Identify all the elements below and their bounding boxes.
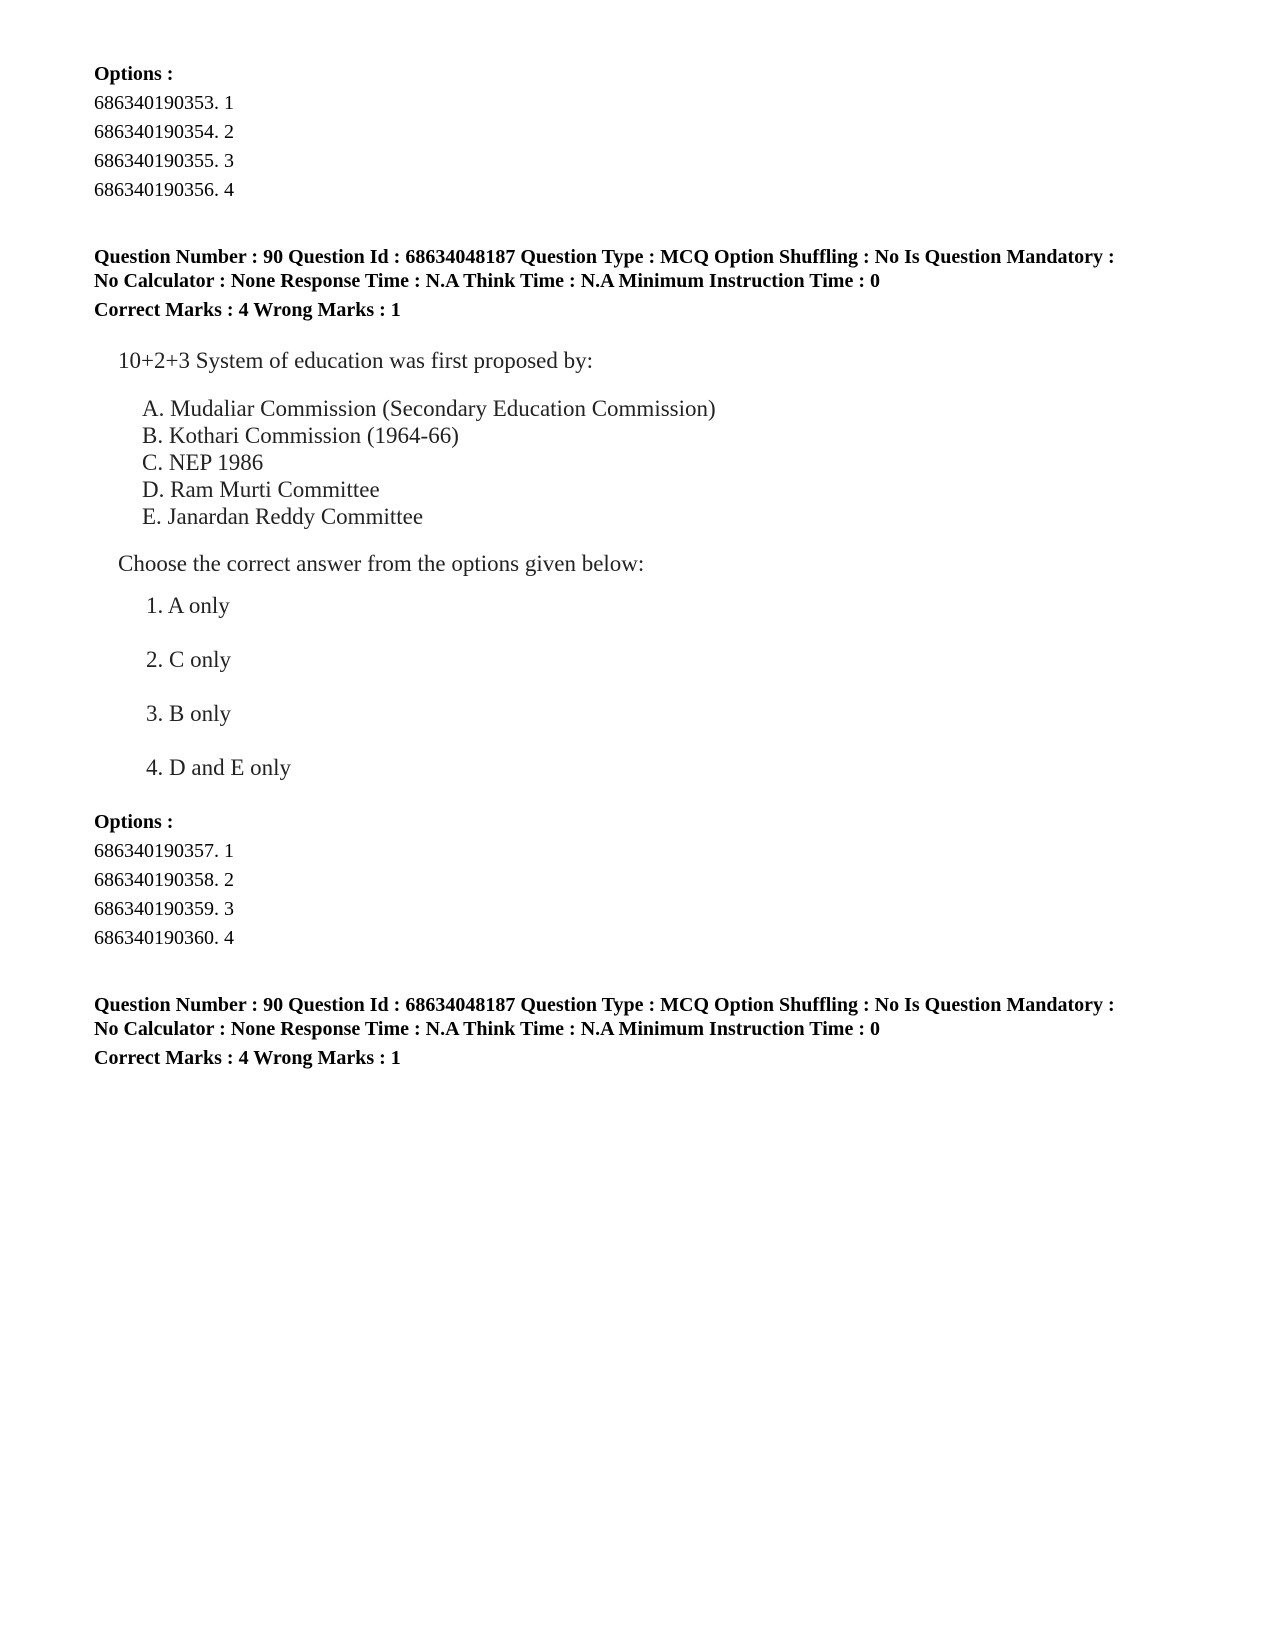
option-item: 686340190358. 2 xyxy=(94,869,234,891)
options-label: Options : xyxy=(94,811,174,833)
answer-item: 1. A only xyxy=(146,593,230,618)
answer-list xyxy=(146,592,1224,782)
option-item: 686340190355. 3 xyxy=(94,150,234,172)
options-block-question-90 xyxy=(94,808,1224,953)
option-item: 686340190359. 3 xyxy=(94,898,234,920)
option-item: 686340190353. 1 xyxy=(94,92,234,114)
answer-item: 3. B only xyxy=(146,701,231,726)
question-content-image xyxy=(118,347,1224,782)
options-block-previous xyxy=(94,60,1224,205)
question-text: 10+2+3 System of education was first proposed by: xyxy=(118,348,594,373)
question-block-90 xyxy=(94,245,1224,953)
answer-item: 2. C only xyxy=(146,647,231,672)
statement-item: D. Ram Murti Committee xyxy=(142,477,380,502)
document-page xyxy=(94,60,1224,1073)
statement-list xyxy=(142,395,1224,530)
answer-item: 4. D and E only xyxy=(146,755,292,780)
statement-item: A. Mudaliar Commission (Secondary Education Commission) xyxy=(142,396,716,421)
question-marks: Correct Marks : 4 Wrong Marks : 1 xyxy=(94,299,401,321)
option-item: 686340190360. 4 xyxy=(94,927,234,949)
question-meta-line-1: Question Number : 90 Question Id : 68634048187 Question Type : MCQ Option Shuffling : No Is Question Mandatory : xyxy=(94,246,1115,268)
question-marks: Correct Marks : 4 Wrong Marks : 1 xyxy=(94,1047,401,1069)
statement-item: C. NEP 1986 xyxy=(142,450,264,475)
question-meta-line-2: No Calculator : None Response Time : N.A Think Time : N.A Minimum Instruction Time : 0 xyxy=(94,270,880,292)
question-meta-line-2: No Calculator : None Response Time : N.A Think Time : N.A Minimum Instruction Time : 0 xyxy=(94,1018,880,1040)
option-item: 686340190356. 4 xyxy=(94,179,234,201)
question-meta-line-1: Question Number : 90 Question Id : 68634048187 Question Type : MCQ Option Shuffling : No Is Question Mandatory : xyxy=(94,994,1115,1016)
options-label: Options : xyxy=(94,63,174,85)
choose-instruction: Choose the correct answer from the options given below: xyxy=(118,551,645,576)
option-item: 686340190354. 2 xyxy=(94,121,234,143)
statement-item: E. Janardan Reddy Committee xyxy=(142,504,424,529)
question-block-90-repeat xyxy=(94,993,1224,1073)
statement-item: B. Kothari Commission (1964-66) xyxy=(142,423,459,448)
option-item: 686340190357. 1 xyxy=(94,840,234,862)
